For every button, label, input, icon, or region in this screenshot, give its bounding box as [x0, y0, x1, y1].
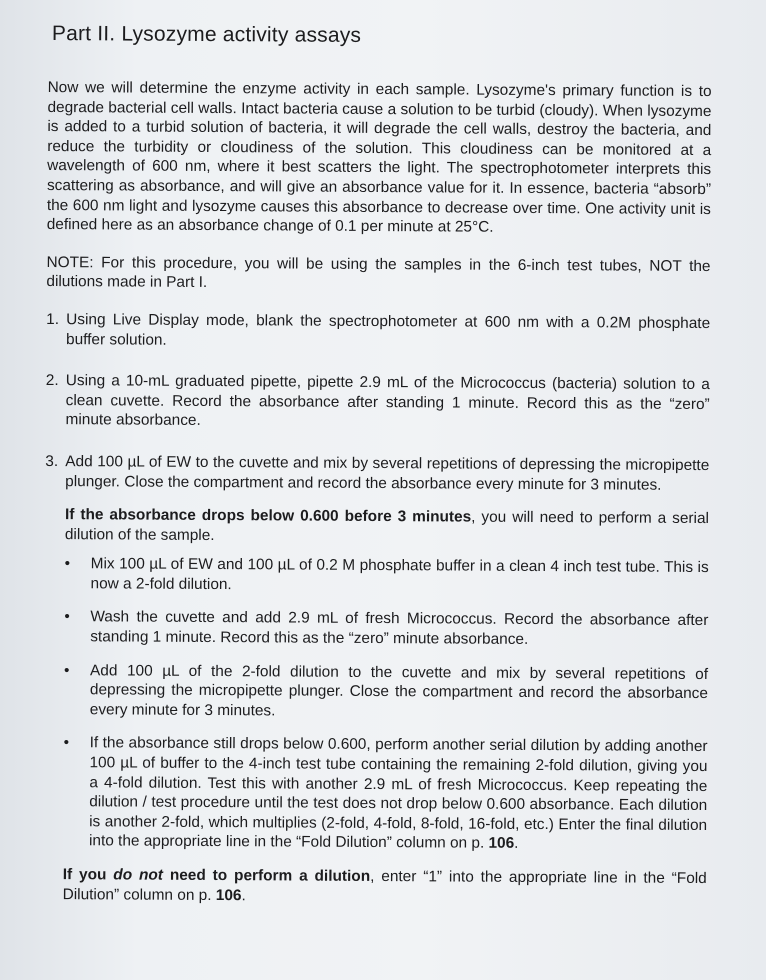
bullet-text: Wash the cuvette and add 2.9 mL of fresh Micrococcus. Record the absorbance after standing 1 minute. Record this as the “zero” minute absorbance. — [90, 608, 709, 649]
bullet-item — [64, 608, 708, 651]
step-text: Add 100 µL of EW to the cuvette and mix by several repetitions of depressing the micropipette plunger. Close the compartment and record the absorbance every minute for 3 minutes. — [65, 453, 710, 494]
bullet-text: If the absorbance still drops below 0.600, perform another serial dilution by adding another 100 µL of buffer to the 4-inch test tube containing the remaining 2-fold dilution, giving you a 4-fold dilution. Test this with another 2.9 mL of fresh Micrococcus. Keep repeating the dilution / test procedure until the test does not drop below 0.600 absorbance. Each dilution is another 2-fold, which multiplies (2-fold, 4-fold, 8-fold, 16-fold, etc.) Enter the final dilution into the appropriate line in the “Fold Dilution” column on p. — [88, 734, 708, 853]
bullet-marker: • — [64, 608, 70, 626]
bullet-item — [64, 661, 708, 724]
no-dilution-bold-italic: do not — [113, 866, 164, 884]
bullet-marker: • — [63, 661, 70, 679]
step-1 — [46, 310, 710, 353]
document-content — [42, 22, 712, 930]
no-dilution-bold-1: If you — [62, 866, 114, 884]
no-dilution-bold-2: need to perform a dilution — [162, 866, 371, 885]
dilution-bullets — [63, 554, 709, 855]
bullet-text: Add 100 µL of the 2-fold dilution to the cuvette and mix by several repetitions of depressing the micropipette plunger. Close the compartment and record the absorbance every minute for 3 minutes. — [89, 661, 709, 720]
no-dilution-rest: , enter “1” into the appropriate line in the “Fold Dilution” column on p. — [62, 867, 707, 904]
bullet-marker: • — [64, 555, 71, 573]
dilution-condition-bold: If the absorbance drops below 0.600 before 3 minutes — [64, 506, 472, 526]
step-text: Using Live Display mode, blank the spectrophotometer at 600 nm with a 0.2M phosphate buffer solution. — [66, 311, 711, 349]
procedure-steps — [43, 310, 711, 908]
note-paragraph: NOTE: For this procedure, you will be using the samples in the 6-inch test tubes, NOT the dilutions made in Part I. — [46, 253, 711, 292]
bullet-text: Mix 100 µL of EW and 100 µL of 0.2 M phosphate buffer in a clean 4 inch test tube. This is now a 2-fold dilution. — [90, 555, 709, 594]
dilution-condition — [65, 505, 709, 548]
step-number: 3. — [45, 452, 59, 470]
step-2 — [46, 371, 710, 434]
no-dilution-instruction: If you do not need to perform a dilution, enter “1” into the appropriate line in the “Fold Dilution” column on p. 106. — [62, 866, 707, 904]
step-number: 2. — [45, 372, 59, 390]
page-reference: 106 — [488, 835, 515, 853]
step-text: Using a 10-mL graduated pipette, pipette 2.9 mL of the Micrococcus (bacteria) solution to a clean cuvette. Record the absorbance after standing 1 minute. Record this as the “zero” minute absorbance. — [65, 372, 710, 430]
step-3 — [43, 452, 710, 908]
bullet-marker: • — [63, 734, 70, 752]
dilution-condition-rest: , you will need to perform a serial dilution of the sample. — [64, 508, 710, 544]
section-title: Part II. Lysozyme activity assays — [51, 22, 362, 47]
bullet-item — [65, 554, 709, 597]
page-reference-final: 106 — [215, 886, 242, 904]
bullet-item: • If the absorbance still drops below 0.600, perform another serial dilution by adding another 100 µL of buffer to the 4-inch test tube containing the remaining 2-fold dilution, giving you a 4-fold dilution. Test this with another 2.9 mL of fresh Micrococcus. Keep repeating the dilution / test procedure until the test does not drop below 0.600 absorbance. Each dilution is another 2-fold, which multiplies (2-fold, 4-fold, 8-fold, 16-fold, etc.) Enter the final dilution into the appropriate line in the “Fold Dilution” column on p. 106. — [63, 734, 708, 853]
step-number: 1. — [46, 310, 60, 329]
intro-paragraph: Now we will determine the enzyme activity in each sample. Lysozyme's primary function is to degrade bacterial cell walls. Intact bacteria cause a solution to be turbid (cloudy). When lysozyme is added to a turbid solution of bacteria, it will degrade the cell walls, destroy the bacteria, and reduce the turbidity or cloudiness of the solution. This cloudiness can be monitored at a wavelength of 600 nm, where it best scatters the light. The spectrophotometer interprets this scattering as absorbance, and will give an absorbance value for it. In essence, bacteria “absorb” the 600 nm light and lysozyme causes this absorbance to decrease over time. One activity unit is defined here as an absorbance change of 0.1 per minute at 25°C. — [46, 78, 712, 236]
